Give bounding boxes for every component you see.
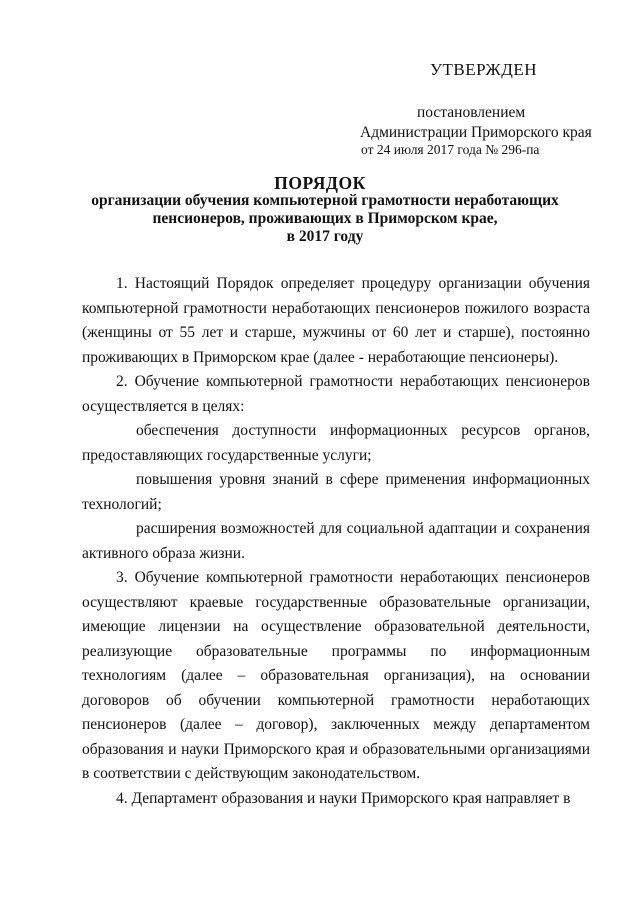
paragraph-1: 1. Настоящий Порядок определяет процедуру организации обучения компьютерной грамотности неработающих пенсионеров пожилого возраста (женщины от 55 лет и старше, мужчины от 60 лет и старше), постоянно проживающих в Приморском крае (далее - неработающие пенсионеры). [82, 275, 590, 366]
paragraph-2-item-2: повышения уровня знаний в сфере применения информационных технологий; [82, 471, 590, 513]
paragraph-2-item-1: обеспечения доступности информационных ресурсов органов, предоставляющих государственные услуги; [82, 422, 590, 464]
document-title: ПОРЯДОК [274, 173, 366, 193]
paragraph-3: 3. Обучение компьютерной грамотности неработающих пенсионеров осуществляют краевые государственные образовательные организации, имеющие лицензии на осуществление образовательной деятельности, реализующие образовательные программы по информационным технологиям (далее – образовательная организация), на основании договоров об обучении компьютерной грамотности неработающих пенсионеров (далее – договор), заключенных между департаментом образования и науки Приморского края и образовательными организациями в соответствии с действующим законодательством. [82, 569, 590, 782]
approval-line-2: Администрации Приморского края [360, 124, 592, 141]
subtitle-line-3: в 2017 году [286, 228, 364, 245]
subtitle-line-1: организации обучения компьютерной грамотности неработающих [91, 192, 559, 209]
document-body [82, 272, 590, 811]
document-subtitle [60, 192, 590, 246]
paragraph-2: 2. Обучение компьютерной грамотности неработающих пенсионеров осуществляется в целях: [82, 373, 590, 415]
approval-heading: УТВЕРЖДЕН [430, 60, 537, 79]
paragraph-2-item-3: расширения возможностей для социальной адаптации и сохранения активного образа жизни. [82, 520, 590, 562]
paragraph-4: 4. Департамент образования и науки Приморского края направляет в [116, 789, 571, 807]
approval-line-1: постановлением [417, 104, 526, 121]
subtitle-line-2: пенсионеров, проживающих в Приморском крае, [152, 210, 498, 227]
approval-line-3: от 24 июля 2017 года № 296-па [361, 142, 540, 157]
